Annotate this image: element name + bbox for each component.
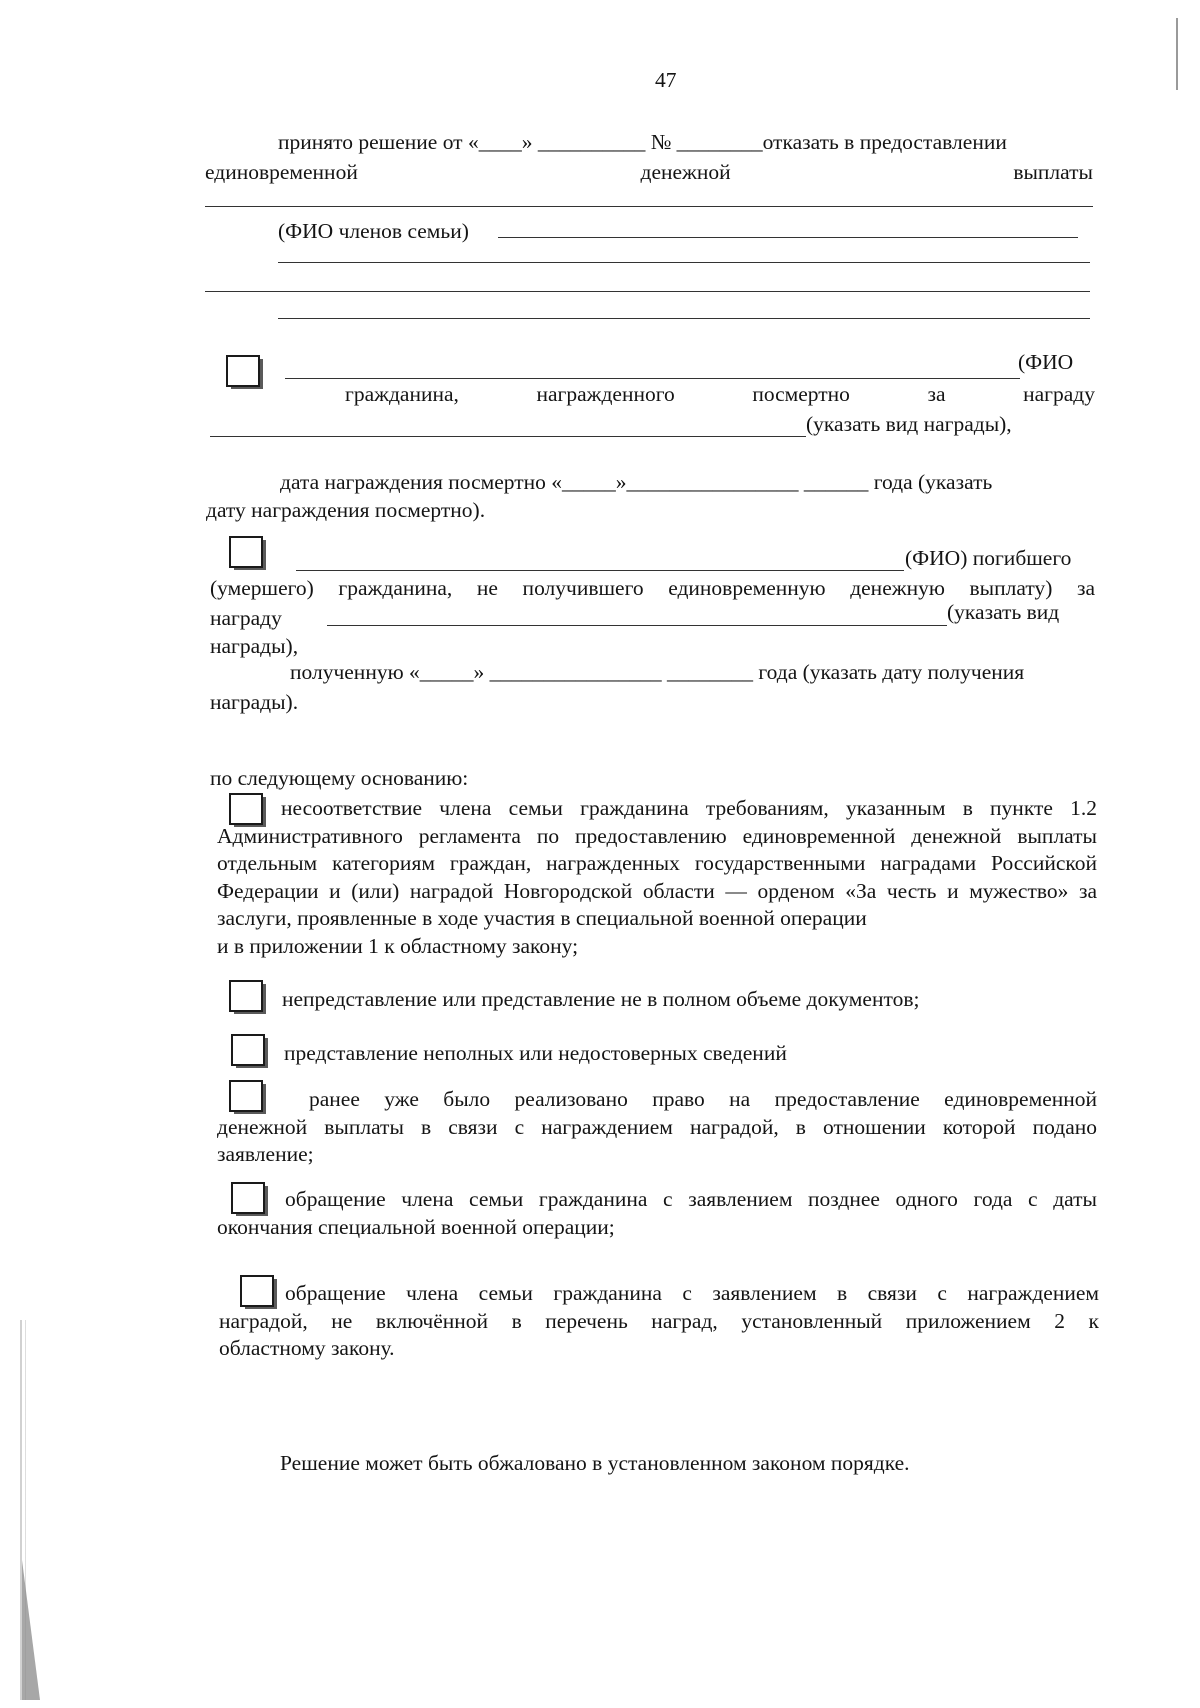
basis-item-6-last: областному закону. [219, 1336, 395, 1361]
award-kind-label: (указать вид награды), [806, 412, 1012, 436]
award-blank-line [327, 625, 947, 626]
basis-item-5 [217, 1186, 1097, 1241]
family-blank-line [498, 237, 1078, 238]
basis-item-6 [219, 1280, 1099, 1363]
deceased-line-4: награды), [210, 634, 299, 658]
basis-item-4 [217, 1086, 1097, 1169]
posthumous-word: награжденного [536, 382, 675, 406]
basis-item-5-last: окончания специальной военной операции; [217, 1214, 615, 1239]
family-label: (ФИО членов семьи) [278, 219, 469, 243]
page-number: 47 [655, 68, 677, 92]
decision-word: денежной [640, 160, 731, 184]
decision-line-2 [205, 158, 1093, 186]
basis-item-4-body: денежной выплаты в связи с награждением наградой, в отношении которой подано [217, 1114, 1097, 1139]
basis-item-2: непредставление или представление не в полном объеме документов; [282, 987, 920, 1011]
scan-shadow-left [22, 1560, 40, 1700]
deceased-award-label: награду [210, 606, 282, 630]
posthumous-word: за [927, 382, 946, 406]
deceased-award-suffix [947, 598, 1095, 626]
posthumous-word: гражданина, [345, 382, 459, 406]
posthumous-line-2 [345, 380, 1095, 408]
basis-item-4-last: заявление; [217, 1142, 314, 1167]
fio-blank-line [285, 378, 1020, 379]
scan-edge-right [1176, 18, 1178, 90]
basis-item-1-body: Административного регламента по предоставлению единовременной денежной выплаты отдельным категориям граждан, награжденных государственными наградами Российской Федерации и (или) наградой Новгородской области — орденом «За честь и мужество» за заслуги, проявленные в ходе участия в специальной военной операции [217, 823, 1097, 931]
basis-item-6-body: наградой, не включённой в перечень наград, установленный приложением 2 к [219, 1308, 1099, 1333]
basis-item-1 [217, 795, 1097, 961]
posthumous-date-line-2: дату награждения посмертно). [206, 498, 486, 522]
checkbox-basis-3[interactable] [231, 1034, 265, 1066]
decision-line-1: принято решение от «____» __________ № ________отказать в предоставлении [278, 130, 1007, 154]
fio-blank-line [296, 570, 904, 571]
family-blank-line [278, 262, 1090, 263]
basis-item-1-last: и в приложении 1 к областному закону; [217, 933, 579, 958]
checkbox-basis-2[interactable] [229, 980, 263, 1012]
deceased-fio-label: (ФИО) погибшего [905, 546, 1072, 570]
deceased-line-2: (умершего) гражданина, не получившего единовременную денежную выплату) за [210, 576, 1095, 600]
checkbox-posthumous[interactable] [226, 355, 260, 387]
basis-item-1-first: несоответствие члена семьи гражданина требованиям, указанным в пункте 1.2 [281, 796, 1097, 820]
award-suffix-text: (указать вид [947, 600, 1060, 624]
blank-line [205, 206, 1093, 207]
posthumous-fio-label: (ФИО [1018, 350, 1074, 374]
decision-word: выплаты [1013, 160, 1093, 184]
basis-heading: по следующему основанию: [210, 766, 469, 790]
appeal-note: Решение может быть обжаловано в установленном законом порядке. [280, 1451, 910, 1475]
checkbox-deceased[interactable] [229, 536, 263, 568]
posthumous-date-line: дата награждения посмертно «_____»________________ ______ года (указать [280, 470, 993, 494]
family-blank-line [205, 291, 1090, 292]
deceased-received-line: полученную «_____» ________________ ________ года (указать дату получения [290, 660, 1025, 684]
deceased-line-6: награды). [210, 690, 299, 714]
basis-item-4-first: ранее уже было реализовано право на предоставление единовременной [309, 1087, 1097, 1111]
basis-item-6-first: обращение члена семьи гражданина с заявлением в связи с награждением [285, 1281, 1099, 1305]
posthumous-word: награду [1023, 382, 1095, 406]
basis-item-3: представление неполных или недостоверных сведений [284, 1041, 787, 1065]
posthumous-word: посмертно [752, 382, 850, 406]
decision-word: единовременной [205, 160, 358, 184]
family-blank-line [278, 318, 1090, 319]
award-blank-line [210, 436, 806, 437]
basis-item-5-first: обращение члена семьи гражданина с заявлением позднее одного года с даты [285, 1187, 1097, 1211]
